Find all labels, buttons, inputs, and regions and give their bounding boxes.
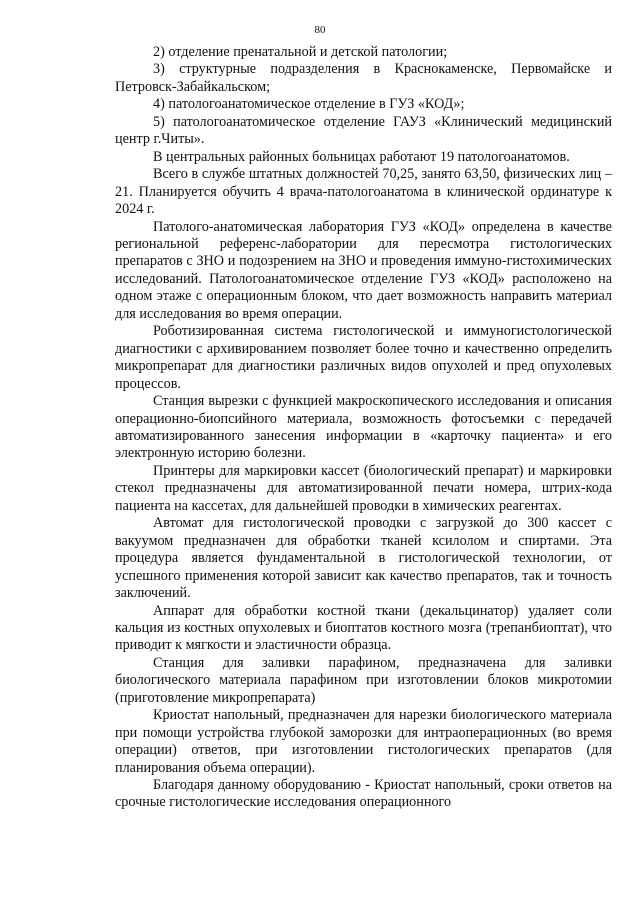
paragraph-response-times: Благодаря данному оборудованию - Криостат напольный, сроки ответов на срочные гистологические исследования операционного — [115, 777, 612, 811]
paragraph-item-2: 2) отделение пренатальной и детской патологии; — [153, 44, 448, 60]
paragraph-staff-positions: Всего в службе штатных должностей 70,25, занято 63,50, физических лиц – 21. Планируется обучить 4 врача-патологоанатома в клинической ординатуре к 2024 г. — [115, 166, 612, 218]
document-body — [115, 44, 612, 812]
paragraph-robotic-system: Роботизированная система гистологической и иммуногистологической диагностики с архивированием позволяет более точно и качественно определить микропрепарат для диагностики различных видов опухолей и пред опухолевых процессов. — [115, 323, 612, 392]
paragraph-item-5: 5) патологоанатомическое отделение ГАУЗ «Клинический медицинский центр г.Читы». — [115, 113, 612, 148]
paragraph-printers: Принтеры для маркировки кассет (биологический препарат) и маркировки стекол предназначены для автоматизированной печати номера, штрих-кода пациента на кассетах, для дальнейшей проводки в химических реагентах. — [115, 462, 612, 514]
paragraph-item-3: 3) структурные подразделения в Краснокаменске, Первомайске и Петровск-Забайкальском; — [115, 61, 612, 95]
paragraph-item-4: 4) патологоанатомическое отделение в ГУЗ «КОД»; — [153, 96, 465, 113]
page-number: 80 — [314, 24, 326, 36]
paragraph-grossing-station: Станция вырезки с функцией макроскопического исследования и описания операционно-биопсийного материала, возможность фотосъемки с передачей автоматизированного занесения информации в «карточку пациента» и его электронную историю болезни. — [115, 393, 612, 462]
paragraph-cryostat: Криостат напольный, предназначен для нарезки биологического материала при помощи устройства глубокой заморозки для интраоперационных (во время операции) ответов, при изготовлении гистологических препаратов (для планирования объема операции). — [115, 707, 612, 776]
paragraph-tissue-processor: Автомат для гистологической проводки с загрузкой до 300 кассет с вакуумом предназначен для обработки тканей ксилолом и спиртами. Эта процедура является фундаментальной в гистологической технологии, от успешного применения которой зависит как качество препаратов, так и точность заключений. — [115, 515, 612, 602]
paragraph-district-hospitals: В центральных районных больницах работают 19 патологоанатомов. — [153, 148, 570, 165]
paragraph-decalcifier: Аппарат для обработки костной ткани (декальцинатор) удаляет соли кальция из костных опухолевых и биоптатов костного мозга (трепанбиоптат), что приводит к мягкости и эластичности образца. — [115, 602, 612, 654]
paragraph-reference-laboratory: Патолого-анатомическая лаборатория ГУЗ «КОД» определена в качестве региональной референс-лаборатории для пересмотра гистологических препаратов с ЗНО и подозрением на ЗНО и проведения иммуно-гистохимических исследований. Патологоанатомическое отделение ГУЗ «КОД» расположено на одном этаже с операционным блоком, что дает возможность направить материал для исследования во время операции. — [115, 218, 612, 322]
paragraph-embedding-station: Станция для заливки парафином, предназначена для заливки биологического материала парафином при изготовлении блоков микротомии (приготовление микропрепарата) — [115, 654, 612, 706]
